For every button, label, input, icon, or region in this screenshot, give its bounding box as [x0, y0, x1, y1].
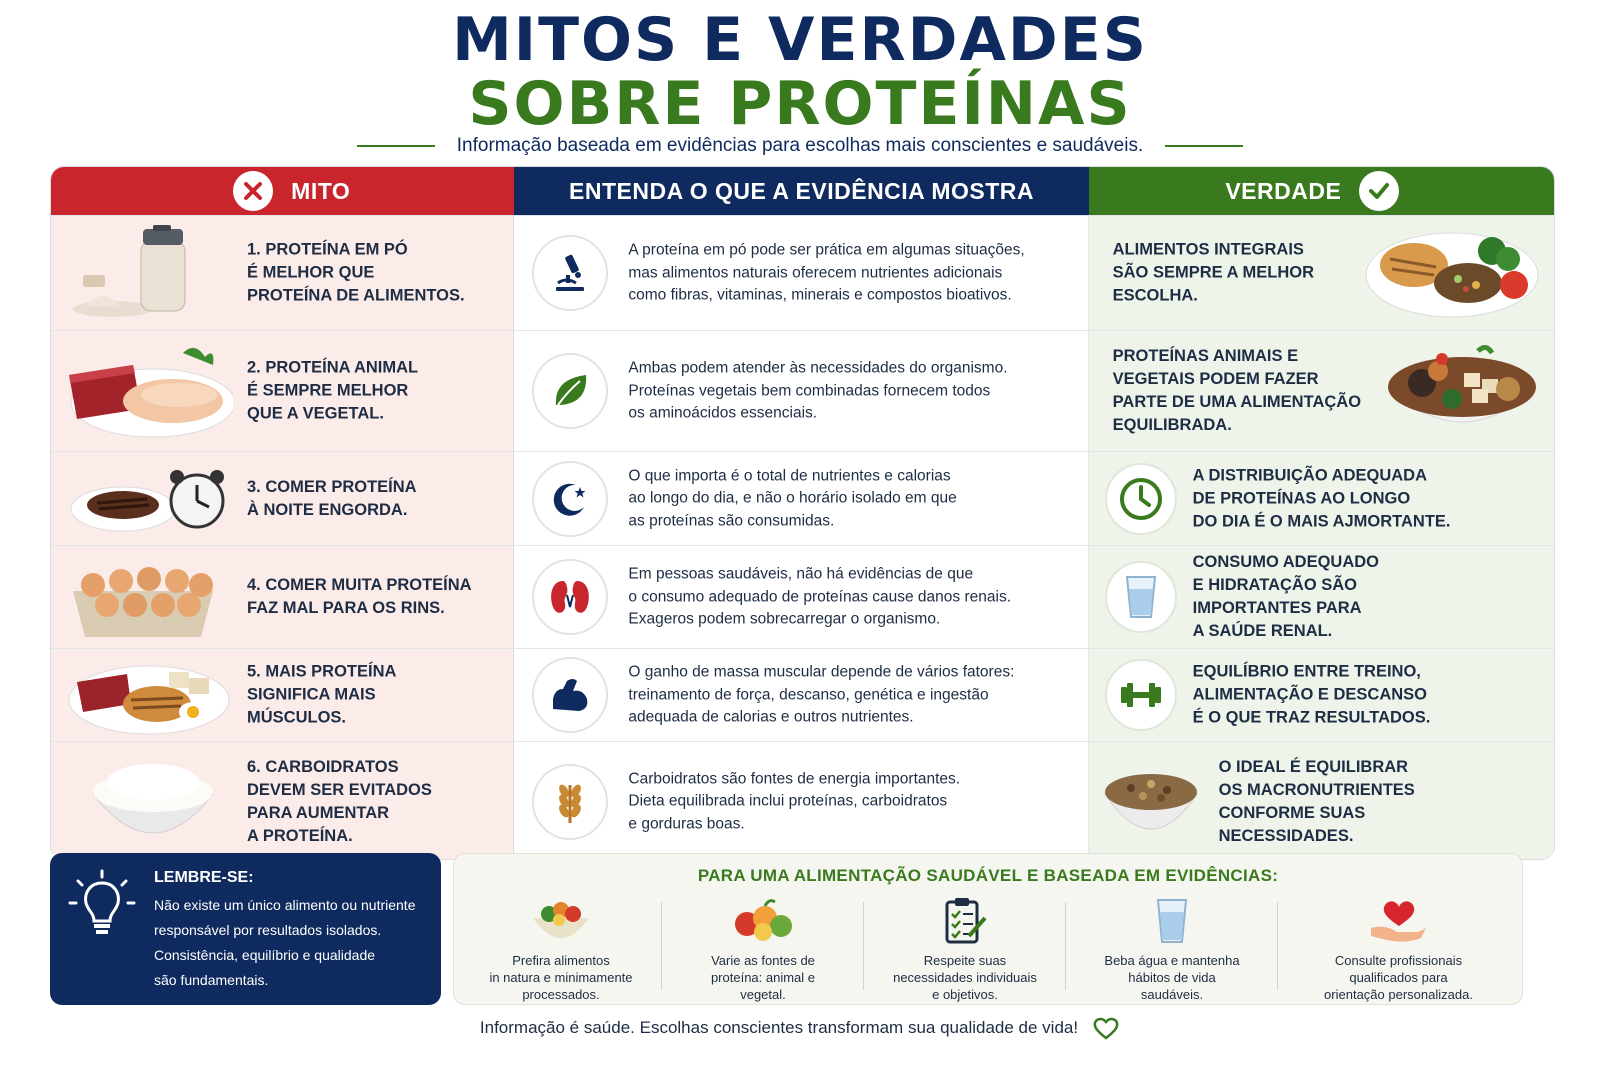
tips-box: [453, 853, 1523, 1005]
tip-label: Varie as fontes de proteína: animal e vegetal.: [710, 953, 816, 1002]
evidence-text: O ganho de massa muscular depende de vários fatores: treinamento de força, descanso, genética e ingestão adequada de calorias e outros nutrientes.: [628, 663, 1015, 726]
myth-cell: [51, 742, 514, 860]
checklist-icon: [870, 894, 1060, 948]
clock-icon: [1105, 463, 1177, 535]
column-header-myth: [51, 167, 514, 215]
protein-powder-shaker: [63, 223, 233, 323]
tip-item: [466, 894, 656, 1002]
table-row: [51, 451, 1554, 545]
tip-item: [870, 894, 1060, 1002]
flexed-arm-icon: [532, 657, 608, 733]
x-circle-icon: [233, 171, 273, 211]
heart-hand-icon: [1286, 894, 1511, 948]
evidence-cell: [514, 216, 1088, 330]
myth-text: 4. COMER MUITA PROTEÍNA FAZ MAL PARA OS RINS.: [247, 576, 472, 617]
dumbbell-icon: [1105, 659, 1177, 731]
egg-carton: [63, 551, 233, 643]
myth-text: 2. PROTEÍNA ANIMAL É SEMPRE MELHOR QUE A VEGETAL.: [247, 358, 419, 423]
truth-cell: [1089, 742, 1554, 860]
tip-item: [668, 894, 858, 1002]
table-header: [51, 167, 1554, 215]
footer: [0, 1016, 1600, 1040]
rice-bowl: [63, 754, 233, 850]
remember-text: Não existe um único alimento ou nutriente responsável por resultados isolados. Consistência, equilíbrio e qualidade são fundamentais.: [154, 897, 416, 988]
truth-text: EQUILÍBRIO ENTRE TREINO, ALIMENTAÇÃO E DESCANSO É O QUE TRAZ RESULTADOS.: [1192, 662, 1431, 727]
column-header-truth: [1089, 167, 1554, 215]
table-row: [51, 330, 1554, 451]
microscope-icon: [532, 235, 608, 311]
tip-label: Prefira alimentos in natura e minimamente processados.: [489, 953, 633, 1002]
water-glass-icon: [1105, 561, 1177, 633]
truth-cell: [1089, 452, 1554, 545]
tip-label: Beba água e mantenha hábitos de vida saudáveis.: [1104, 953, 1240, 1002]
subtitle-row: [0, 135, 1600, 157]
truth-cell: [1089, 649, 1554, 741]
evidence-cell: [514, 331, 1088, 451]
evidence-text: Carboidratos são fontes de energia importantes. Dieta equilibrada inclui proteínas, carboidratos e gorduras boas.: [628, 769, 961, 832]
tip-divider: [1277, 902, 1278, 990]
tip-label: Consulte profissionais qualificados para orientação personalizada.: [1324, 953, 1473, 1002]
heart-outline-icon: [1092, 1016, 1120, 1040]
column-label-truth: VERDADE: [1225, 177, 1342, 204]
meat-and-chicken-plate: [63, 339, 233, 443]
truth-text: O IDEAL É EQUILIBRAR OS MACRONUTRIENTES CONFORME SUAS NECESSIDADES.: [1218, 757, 1415, 845]
myth-cell: [51, 331, 514, 451]
evidence-text: Ambas podem atender às necessidades do organismo. Proteínas vegetais bem combinadas fornecem todos os aminoácidos essenciais.: [628, 359, 1008, 422]
water-glass-icon: [1072, 894, 1272, 948]
table-row: [51, 741, 1554, 860]
tip-item: [1286, 894, 1511, 1002]
myth-cell: [51, 216, 514, 330]
protein-mix-plate: [63, 652, 233, 738]
beans-tofu-bowl: [1382, 337, 1542, 445]
evidence-cell: [514, 742, 1088, 860]
myth-cell: [51, 649, 514, 741]
column-label-myth: MITO: [291, 177, 351, 204]
grain-bowl: [1101, 760, 1201, 844]
evidence-text: O que importa é o total de nutrientes e calorias ao longo do dia, e não o horário isolado em que as proteínas são consumidas.: [628, 466, 957, 529]
tip-label: Respeite suas necessidades individuais e objetivos.: [893, 953, 1037, 1002]
check-circle-icon: [1359, 171, 1399, 211]
page-title-line2: SOBRE PROTEÍNAS: [468, 69, 1132, 139]
table-row: [51, 648, 1554, 741]
truth-cell: [1089, 546, 1554, 648]
kidneys-icon: [532, 559, 608, 635]
column-label-evidence: ENTENDA O QUE A EVIDÊNCIA MOSTRA: [569, 177, 1034, 204]
column-header-evidence: [514, 167, 1088, 215]
footer-text: Informação é saúde. Escolhas conscientes transformam sua qualidade de vida!: [479, 1018, 1079, 1037]
remember-box: [50, 853, 441, 1005]
lightbulb-icon: [66, 869, 138, 941]
truth-text: PROTEÍNAS ANIMAIS E VEGETAIS PODEM FAZER PARTE DE UMA ALIMENTAÇÃO EQUILIBRADA.: [1112, 347, 1362, 434]
divider-right: [1165, 145, 1243, 147]
truth-cell: [1089, 331, 1554, 451]
tip-divider: [863, 902, 864, 990]
moon-icon: [532, 461, 608, 537]
steak-and-alarm-clock: [63, 459, 233, 539]
tip-divider: [661, 902, 662, 990]
truth-text: CONSUMO ADEQUADO E HIDRATAÇÃO SÃO IMPORTANTES PARA A SAÚDE RENAL.: [1192, 553, 1380, 640]
leaf-icon: [532, 353, 608, 429]
page-subtitle: Informação baseada em evidências para escolhas mais conscientes e saudáveis.: [456, 135, 1144, 156]
tip-item: [1072, 894, 1272, 1002]
myth-text: 6. CARBOIDRATOS DEVEM SER EVITADOS PARA AUMENTAR A PROTEÍNA.: [247, 757, 432, 845]
page-header: [0, 5, 1600, 139]
fruits-icon: [668, 894, 858, 948]
myths-truths-table: [50, 166, 1555, 860]
tips-title: PARA UMA ALIMENTAÇÃO SAUDÁVEL E BASEADA EM EVIDÊNCIAS:: [697, 866, 1279, 885]
truth-text: A DISTRIBUIÇÃO ADEQUADA DE PROTEÍNAS AO LONGO DO DIA É O MAIS AJMORTANTE.: [1192, 466, 1451, 530]
myth-text: 3. COMER PROTEÍNA À NOITE ENGORDA.: [247, 477, 417, 519]
truth-cell: [1089, 216, 1554, 330]
page-title-line1: MITOS E VERDADES: [452, 5, 1148, 75]
chicken-vegetable-plate: [1362, 223, 1542, 323]
evidence-text: Em pessoas saudáveis, não há evidências de que o consumo adequado de proteínas cause danos renais. Exageros podem sobrecarregar o organismo.: [628, 565, 1011, 628]
evidence-cell: [514, 452, 1088, 545]
myth-cell: [51, 546, 514, 648]
table-row: [51, 545, 1554, 648]
remember-title: LEMBRE-SE:: [154, 869, 254, 886]
myth-cell: [51, 452, 514, 545]
evidence-cell: [514, 649, 1088, 741]
truth-text: ALIMENTOS INTEGRAIS SÃO SEMPRE A MELHOR ESCOLHA.: [1112, 240, 1315, 305]
tip-divider: [1065, 902, 1066, 990]
myth-text: 5. MAIS PROTEÍNA SIGNIFICA MAIS MÚSCULOS.: [247, 662, 397, 727]
divider-left: [357, 145, 435, 147]
myth-text: 1. PROTEÍNA EM PÓ É MELHOR QUE PROTEÍNA DE ALIMENTOS.: [247, 240, 465, 305]
evidence-text: A proteína em pó pode ser prática em algumas situações, mas alimentos naturais oferecem nutrientes adicionais como fibras, vitaminas, minerais e compostos bioativos.: [628, 241, 1025, 304]
table-row: [51, 215, 1554, 330]
evidence-cell: [514, 546, 1088, 648]
vegetable-bowl-icon: [466, 894, 656, 948]
wheat-icon: [532, 764, 608, 840]
